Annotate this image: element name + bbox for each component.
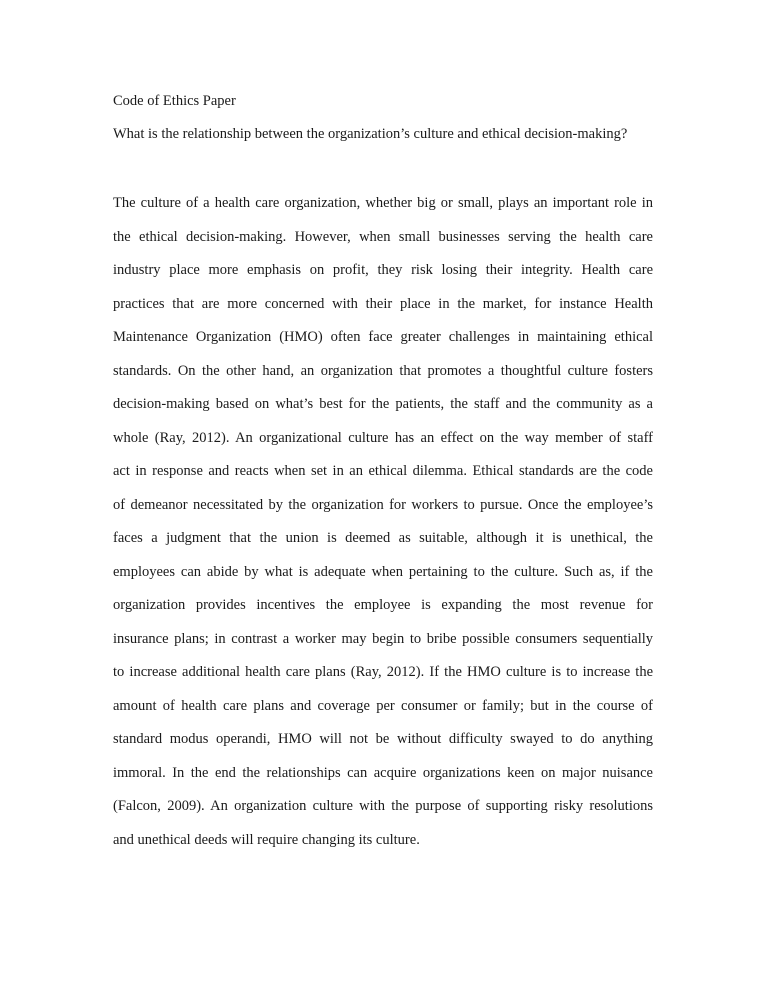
paragraph-line: standards. On the other hand, an organization that promotes a thoughtful culture fosters bbox=[113, 362, 653, 379]
paragraph-line: of demeanor necessitated by the organization for workers to pursue. Once the employee’s bbox=[113, 496, 653, 513]
paragraph-line: (Falcon, 2009). An organization culture with the purpose of supporting risky resolutions bbox=[113, 798, 653, 814]
paragraph-line: and unethical deeds will require changing its culture. bbox=[113, 831, 420, 848]
paragraph-line: amount of health care plans and coverage per consumer or family; but in the course of bbox=[113, 697, 653, 714]
essay-question: What is the relationship between the organization’s culture and ethical decision-making? bbox=[113, 126, 628, 142]
paragraph-line: industry place more emphasis on profit, they risk losing their integrity. Health care bbox=[113, 262, 653, 278]
paragraph-line: decision-making based on what’s best for the patients, the staff and the community as a bbox=[113, 396, 653, 412]
paragraph-line: Maintenance Organization (HMO) often face greater challenges in maintaining ethical bbox=[113, 329, 653, 345]
paragraph-line: faces a judgment that the union is deemed as suitable, although it is unethical, the bbox=[113, 530, 653, 546]
paragraph-line: employees can abide by what is adequate when pertaining to the culture. Such as, if the bbox=[113, 563, 653, 580]
paragraph-line: practices that are more concerned with their place in the market, for instance Health bbox=[113, 295, 653, 312]
paragraph-line: insurance plans; in contrast a worker may begin to bribe possible consumers sequentially bbox=[113, 630, 653, 647]
paragraph-line: the ethical decision-making. However, when small businesses serving the health care bbox=[113, 228, 653, 245]
paragraph-line: organization provides incentives the employee is expanding the most revenue for bbox=[113, 597, 653, 613]
document-title: Code of Ethics Paper bbox=[113, 93, 236, 109]
body-paragraph bbox=[113, 193, 653, 863]
paragraph-line: act in response and reacts when set in an ethical dilemma. Ethical standards are the code bbox=[113, 463, 653, 479]
paragraph-line: to increase additional health care plans (Ray, 2012). If the HMO culture is to increase the bbox=[113, 664, 653, 680]
paragraph-line: immoral. In the end the relationships can acquire organizations keen on major nuisance bbox=[113, 764, 653, 781]
paragraph-line: standard modus operandi, HMO will not be without difficulty swayed to do anything bbox=[113, 731, 653, 747]
paragraph-line: whole (Ray, 2012). An organizational culture has an effect on the way member of staff bbox=[113, 429, 653, 446]
paragraph-line: The culture of a health care organization, whether big or small, plays an important role in bbox=[113, 195, 653, 211]
